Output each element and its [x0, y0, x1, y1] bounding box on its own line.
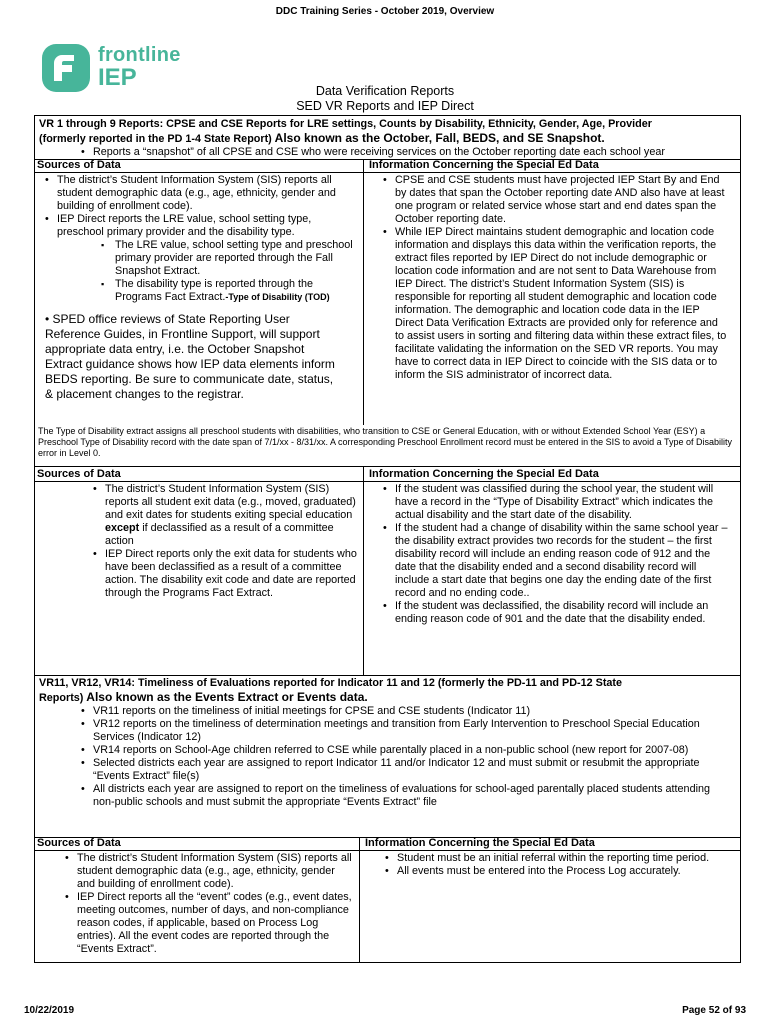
sec2-right-list — [395, 483, 731, 626]
list-item: • VR11 reports on the timeliness of initial meetings for CPSE and CSE students (Indicator 11) — [93, 705, 733, 718]
sec1-right-list — [395, 174, 729, 382]
title-line-1: Data Verification Reports — [315, 84, 455, 98]
list-item: • If the student had a change of disability within the same school year – the disability extract provides two records for the student – the first disability record will include an ending reason code of 912 and the date that the disability ended and a second disability record will include a start date that begins one day the ending date of the first record and no ending code.. — [395, 522, 731, 600]
title-line-2: SED VR Reports and IEP Direct — [296, 99, 474, 113]
sec3-left-list — [77, 852, 355, 956]
sec1-intro-line2b: Also known as the October, Fall, BEDS, and SE Snapshot. — [271, 131, 605, 145]
sec3-right-list — [397, 852, 731, 878]
report-table — [34, 115, 741, 963]
list-item: • While IEP Direct maintains student demographic and location code information and displays this data within the verification reports, the extract files reported by IEP Direct do not include demographic or location code information and are not sent to Data Warehouse from IEP Direct. The district’s Student Information System (SIS) is responsible for reporting all student demographic and location code information. The demographic and location code data in the IEP Direct Data Verification Extracts are provided only for reference and to assist users in sorting and filtering data within these extract files, to facilitate validating the information on the SED VR reports. You may have to correct data in IEP Direct to coincide with the SIS data or to inform the SIS administrator of incorrect data. — [395, 226, 729, 382]
list-item: • Student must be an initial referral within the reporting time period. — [397, 852, 731, 865]
sec3-col-info: Information Concerning the Special Ed Data — [365, 837, 595, 849]
logo-word-iep: IEP — [98, 64, 137, 91]
sec1-intro-line1: VR 1 through 9 Reports: CPSE and CSE Reports for LRE settings, Counts by Disability, Ethnicity, Gender, Age, Provider — [39, 118, 652, 130]
sec2-col-sources: Sources of Data — [37, 468, 121, 480]
sec3-intro — [39, 677, 739, 809]
sec3-intro-line2a: Reports) — [39, 692, 84, 704]
list-subitem: ▪ The LRE value, school setting type and preschool primary provider are reported through the Fall Snapshot Extract. — [115, 239, 359, 278]
sec3-intro-line1: VR11, VR12, VR14: Timeliness of Evaluations reported for Indicator 11 and 12 (formerly the PD-11 and PD-12 State — [39, 677, 623, 689]
list-item: • IEP Direct reports only the exit data for students who have been declassified as a result of a committee action. The disability exit code and date are reported through the Programs Fact Extract. — [105, 548, 357, 600]
sec1-col-info: Information Concerning the Special Ed Data — [369, 159, 599, 171]
tod-label: -Type of Disability (TOD) — [225, 292, 330, 302]
sec1-snapshot-bullet: • Reports a “snapshot” of all CPSE and CSE who were receiving services on the October reporting date each school year — [93, 146, 739, 159]
running-header: DDC Training Series - October 2019, Overview — [275, 6, 495, 17]
list-item: • CPSE and CSE students must have projected IEP Start By and End by dates that span the October reporting date AND also have at least one program or related service whose start and end dates span the October reporting date. — [395, 174, 729, 226]
list-item: • All districts each year are assigned to report on the timeliness of evaluations for school-aged parentally placed students attending non-public schools and must submit the appropriate “Events Extract” file — [93, 783, 733, 809]
sec1-intro — [39, 118, 739, 159]
list-item: • IEP Direct reports all the “event” codes (e.g., event dates, meeting outcomes, number of days, and non-compliance reason codes, if applicable, based on Process Log entries). All the event codes are reported through the “Events Extract”. — [77, 891, 355, 956]
list-item: • VR14 reports on School-Age children referred to CSE while parentally placed in a non-public school (new report for 2007-08) — [93, 744, 733, 757]
sec1-intro-line2a: (formerly reported in the PD 1-4 State Report) — [39, 133, 272, 145]
list-item: • If the student was classified during the school year, the student will have a record in the “Type of Disability Extract” which indicates the actual disability and the start date of the disability. — [395, 483, 731, 522]
tod-note: The Type of Disability extract assigns all preschool students with disabilities, who transition to CSE or General Education, with or without Extended School Year (ESY) a Preschool Type of Disability record with the date span of 7/1/xx - 8/31/xx. A corresponding Preschool Enrollment record must be entered in the SIS to avoid a Type of Disability error in Level 0. — [38, 426, 733, 458]
list-item: • Selected districts each year are assigned to report Indicator 11 and/or Indicator 12 and must submit or resubmit the appropriate “Events Extract” file(s) — [93, 757, 733, 783]
list-item: • The district’s Student Information System (SIS) reports all student exit data (e.g., moved, graduated) and exit dates for students exiting special education except if declassified as a result of a committee action — [105, 483, 357, 548]
list-item: • If the student was declassified, the disability record will include an ending reason code of 901 and the date that the disability ended. — [395, 600, 731, 626]
list-item: • The district’s Student Information System (SIS) reports all student demographic data (e.g., age, ethnicity, gender and building of enrollment code). — [77, 852, 355, 891]
list-item: • VR12 reports on the timeliness of determination meetings and transition from Early Intervention to Preschool Special Education Services (Indicator 12) — [93, 718, 733, 744]
sped-office-note: • SPED office reviews of State Reporting User Reference Guides, in Frontline Support, will support appropriate data entry, i.e. the October Snapshot Extract guidance shows how IEP data elements inform BEDS reporting. Be sure to communicate date, status, & placement changes to the registrar. — [45, 312, 335, 401]
list-item: • The district’s Student Information System (SIS) reports all student demographic data (e.g., age, ethnicity, gender and building of enrollment code). — [57, 174, 359, 213]
list-item: • All events must be entered into the Process Log accurately. — [397, 865, 731, 878]
sec3-intro-line2b: Also known as the Events Extract or Events data. — [83, 690, 368, 704]
logo-word-frontline: frontline — [98, 44, 181, 66]
sec3-col-sources: Sources of Data — [37, 837, 121, 849]
footer-date: 10/22/2019 — [24, 1005, 75, 1016]
sec2-col-info: Information Concerning the Special Ed Data — [369, 468, 599, 480]
list-item: • IEP Direct reports the LRE value, school setting type, preschool primary provider and the disability type. — [57, 213, 359, 239]
sec1-col-sources: Sources of Data — [37, 159, 121, 171]
footer-page-number: Page 52 of 93 — [682, 1005, 746, 1016]
sec1-left-list — [45, 174, 359, 402]
page-title — [0, 84, 770, 114]
sec2-left-list — [105, 483, 357, 600]
list-subitem: ▪ The disability type is reported through the Programs Fact Extract.-Type of Disability (TOD) — [115, 278, 359, 304]
